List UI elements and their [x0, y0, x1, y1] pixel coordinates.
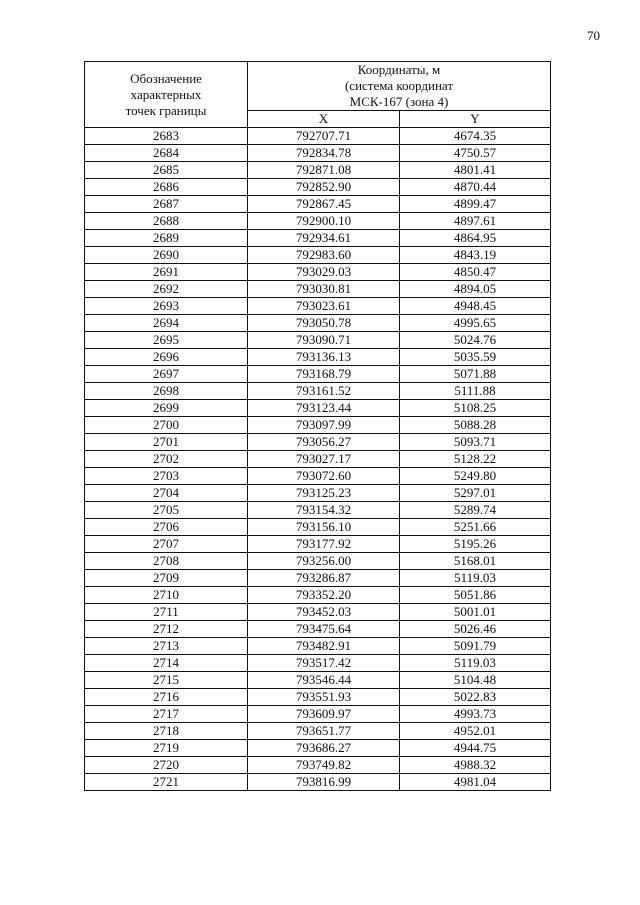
- table-row: [85, 740, 551, 757]
- point-cell: 2702: [85, 451, 248, 468]
- table-row: [85, 366, 551, 383]
- table-row: [85, 213, 551, 230]
- point-cell: 2691: [85, 264, 248, 281]
- table-row: [85, 230, 551, 247]
- x-cell: 793475.64: [248, 621, 400, 638]
- x-cell: 793123.44: [248, 400, 400, 417]
- table-row: [85, 162, 551, 179]
- point-cell: 2696: [85, 349, 248, 366]
- point-cell: 2721: [85, 774, 248, 791]
- point-cell: 2716: [85, 689, 248, 706]
- y-cell: 5024.76: [400, 332, 551, 349]
- y-cell: 5088.28: [400, 417, 551, 434]
- x-cell: 793256.00: [248, 553, 400, 570]
- y-cell: 4948.45: [400, 298, 551, 315]
- table-row: [85, 298, 551, 315]
- y-cell: 5091.79: [400, 638, 551, 655]
- point-cell: 2711: [85, 604, 248, 621]
- x-cell: 793686.27: [248, 740, 400, 757]
- y-cell: 4850.47: [400, 264, 551, 281]
- point-cell: 2709: [85, 570, 248, 587]
- x-cell: 793177.92: [248, 536, 400, 553]
- y-cell: 5111.88: [400, 383, 551, 400]
- y-cell: 5001.01: [400, 604, 551, 621]
- x-cell: 793097.99: [248, 417, 400, 434]
- header-coordinates: Координаты, м (система координат МСК-167 (зона 4): [248, 62, 551, 111]
- header-point-designation: Обозначение характерных точек границы: [85, 62, 248, 128]
- point-cell: 2717: [85, 706, 248, 723]
- y-cell: 4870.44: [400, 179, 551, 196]
- y-cell: 4894.05: [400, 281, 551, 298]
- point-cell: 2706: [85, 519, 248, 536]
- header-x: X: [248, 111, 400, 128]
- table-row: [85, 315, 551, 332]
- y-cell: 4899.47: [400, 196, 551, 213]
- point-cell: 2688: [85, 213, 248, 230]
- y-cell: 4995.65: [400, 315, 551, 332]
- point-cell: 2687: [85, 196, 248, 213]
- y-cell: 5168.01: [400, 553, 551, 570]
- x-cell: 793546.44: [248, 672, 400, 689]
- y-cell: 5289.74: [400, 502, 551, 519]
- x-cell: 792867.45: [248, 196, 400, 213]
- x-cell: 792983.60: [248, 247, 400, 264]
- table-row: [85, 451, 551, 468]
- x-cell: 793482.91: [248, 638, 400, 655]
- y-cell: 4988.32: [400, 757, 551, 774]
- table-row: [85, 349, 551, 366]
- y-cell: 5251.66: [400, 519, 551, 536]
- x-cell: 793816.99: [248, 774, 400, 791]
- y-cell: 4801.41: [400, 162, 551, 179]
- table-row: [85, 264, 551, 281]
- table-row: [85, 689, 551, 706]
- x-cell: 793609.97: [248, 706, 400, 723]
- table-row: [85, 519, 551, 536]
- x-cell: 793027.17: [248, 451, 400, 468]
- table-row: [85, 128, 551, 145]
- table-row: [85, 468, 551, 485]
- table-header: [85, 62, 551, 128]
- point-cell: 2705: [85, 502, 248, 519]
- point-cell: 2712: [85, 621, 248, 638]
- table-row: [85, 332, 551, 349]
- table-body: [85, 128, 551, 791]
- table-row: [85, 417, 551, 434]
- table-row: [85, 672, 551, 689]
- x-cell: 792707.71: [248, 128, 400, 145]
- table-row: [85, 604, 551, 621]
- page-number: 70: [587, 28, 600, 43]
- point-cell: 2713: [85, 638, 248, 655]
- table-row: [85, 587, 551, 604]
- y-cell: 5093.71: [400, 434, 551, 451]
- point-cell: 2710: [85, 587, 248, 604]
- y-cell: 4864.95: [400, 230, 551, 247]
- y-cell: 5297.01: [400, 485, 551, 502]
- x-cell: 793050.78: [248, 315, 400, 332]
- y-cell: 4750.57: [400, 145, 551, 162]
- y-cell: 5026.46: [400, 621, 551, 638]
- point-cell: 2701: [85, 434, 248, 451]
- y-cell: 4843.19: [400, 247, 551, 264]
- point-cell: 2715: [85, 672, 248, 689]
- point-cell: 2703: [85, 468, 248, 485]
- y-cell: 4993.73: [400, 706, 551, 723]
- x-cell: 793517.42: [248, 655, 400, 672]
- point-cell: 2707: [85, 536, 248, 553]
- y-cell: 5108.25: [400, 400, 551, 417]
- point-cell: 2708: [85, 553, 248, 570]
- x-cell: 793125.23: [248, 485, 400, 502]
- table-row: [85, 723, 551, 740]
- table-row: [85, 570, 551, 587]
- y-cell: 5119.03: [400, 655, 551, 672]
- table-row: [85, 621, 551, 638]
- point-cell: 2683: [85, 128, 248, 145]
- point-cell: 2704: [85, 485, 248, 502]
- table-row: [85, 553, 551, 570]
- x-cell: 793030.81: [248, 281, 400, 298]
- point-cell: 2700: [85, 417, 248, 434]
- x-cell: 793452.03: [248, 604, 400, 621]
- table-row: [85, 485, 551, 502]
- point-cell: 2692: [85, 281, 248, 298]
- table-row: [85, 502, 551, 519]
- x-cell: 793551.93: [248, 689, 400, 706]
- table-row: [85, 706, 551, 723]
- x-cell: 792900.10: [248, 213, 400, 230]
- x-cell: 792852.90: [248, 179, 400, 196]
- coordinates-table: [84, 61, 551, 791]
- x-cell: 793090.71: [248, 332, 400, 349]
- point-cell: 2714: [85, 655, 248, 672]
- point-cell: 2686: [85, 179, 248, 196]
- point-cell: 2699: [85, 400, 248, 417]
- y-cell: 5195.26: [400, 536, 551, 553]
- point-cell: 2684: [85, 145, 248, 162]
- x-cell: 792934.61: [248, 230, 400, 247]
- y-cell: 4897.61: [400, 213, 551, 230]
- y-cell: 5035.59: [400, 349, 551, 366]
- x-cell: 793029.03: [248, 264, 400, 281]
- table-row: [85, 383, 551, 400]
- table-row: [85, 757, 551, 774]
- point-cell: 2697: [85, 366, 248, 383]
- table-row: [85, 179, 551, 196]
- table-row: [85, 400, 551, 417]
- x-cell: 793156.10: [248, 519, 400, 536]
- x-cell: 793056.27: [248, 434, 400, 451]
- point-cell: 2695: [85, 332, 248, 349]
- table-row: [85, 638, 551, 655]
- table-row: [85, 655, 551, 672]
- point-cell: 2694: [85, 315, 248, 332]
- point-cell: 2685: [85, 162, 248, 179]
- header-y: Y: [400, 111, 551, 128]
- y-cell: 5051.86: [400, 587, 551, 604]
- x-cell: 793168.79: [248, 366, 400, 383]
- y-cell: 5071.88: [400, 366, 551, 383]
- table-row: [85, 281, 551, 298]
- y-cell: 4674.35: [400, 128, 551, 145]
- point-cell: 2719: [85, 740, 248, 757]
- point-cell: 2720: [85, 757, 248, 774]
- x-cell: 793023.61: [248, 298, 400, 315]
- x-cell: 792834.78: [248, 145, 400, 162]
- x-cell: 793136.13: [248, 349, 400, 366]
- point-cell: 2693: [85, 298, 248, 315]
- x-cell: 793161.52: [248, 383, 400, 400]
- x-cell: 793749.82: [248, 757, 400, 774]
- y-cell: 5022.83: [400, 689, 551, 706]
- y-cell: 4981.04: [400, 774, 551, 791]
- y-cell: 4952.01: [400, 723, 551, 740]
- table-row: [85, 145, 551, 162]
- table-row: [85, 774, 551, 791]
- x-cell: 793072.60: [248, 468, 400, 485]
- point-cell: 2698: [85, 383, 248, 400]
- x-cell: 793352.20: [248, 587, 400, 604]
- y-cell: 4944.75: [400, 740, 551, 757]
- point-cell: 2689: [85, 230, 248, 247]
- y-cell: 5119.03: [400, 570, 551, 587]
- y-cell: 5104.48: [400, 672, 551, 689]
- table-row: [85, 247, 551, 264]
- table-row: [85, 196, 551, 213]
- y-cell: 5249.80: [400, 468, 551, 485]
- table-row: [85, 536, 551, 553]
- table-row: [85, 434, 551, 451]
- point-cell: 2690: [85, 247, 248, 264]
- y-cell: 5128.22: [400, 451, 551, 468]
- x-cell: 793286.87: [248, 570, 400, 587]
- x-cell: 793651.77: [248, 723, 400, 740]
- x-cell: 793154.32: [248, 502, 400, 519]
- point-cell: 2718: [85, 723, 248, 740]
- x-cell: 792871.08: [248, 162, 400, 179]
